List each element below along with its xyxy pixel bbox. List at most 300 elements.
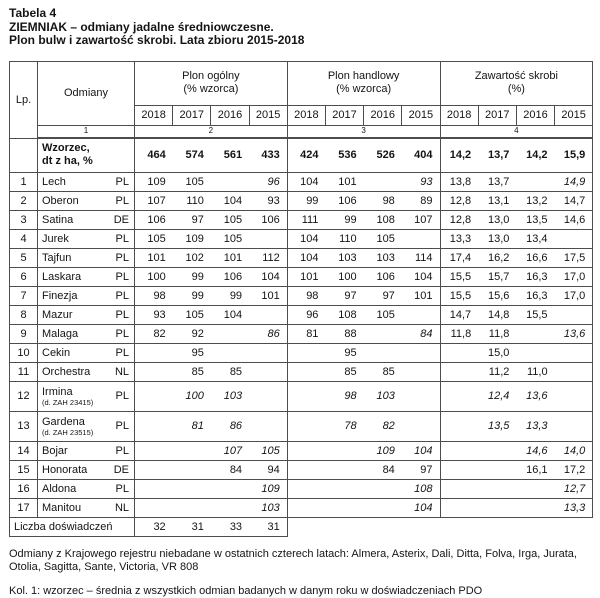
table-row [10,210,593,229]
value-cell: 14,9 [555,172,593,191]
value-cell: 31 [249,517,287,536]
year-header: 2017 [173,105,211,125]
year-header: 2016 [364,105,402,125]
value-cell [440,441,478,460]
value-cell: 105 [173,305,211,324]
value-cell [249,305,287,324]
variety-name-line [42,483,134,495]
variety-cell [38,460,135,479]
note-untested-varieties: Odmiany z Krajowego rejestru niebadane w ostatnich czterech latach: Almera, Asterix, Dali, Ditta, Folva, Irga, Jurata, Otolia, Sagitta, Sante, Victoria, VR 808 [9,548,592,575]
country-code: PL [116,176,134,188]
value-cell [516,324,554,343]
value-cell [135,362,173,381]
value-cell: 464 [135,138,173,172]
value-cell: 99 [287,191,325,210]
value-cell: 100 [135,267,173,286]
value-cell: 14,0 [555,441,593,460]
value-cell: 103 [249,498,287,517]
value-cell: 17,0 [555,286,593,305]
value-cell [135,498,173,517]
footer-row [10,517,593,536]
group-title: Zawartość skrobi [441,70,593,83]
value-cell: 105 [135,229,173,248]
footer-label: Liczba doświadczeń [10,517,135,536]
value-cell: 93 [249,191,287,210]
value-cell: 104 [211,191,249,210]
variety-name-line [42,290,134,302]
table-row [10,479,593,498]
value-cell: 100 [173,381,211,411]
variety-name-line [42,214,134,226]
value-cell: 97 [325,286,363,305]
value-cell: 106 [135,210,173,229]
value-cell: 574 [173,138,211,172]
value-cell [402,229,440,248]
value-cell: 105 [364,229,402,248]
value-cell: 85 [173,362,211,381]
value-cell: 85 [325,362,363,381]
row-number: 2 [10,191,38,210]
value-cell: 15,9 [555,138,593,172]
group-title: Plon handlowy [288,70,440,83]
table-row [10,411,593,441]
value-cell: 15,5 [440,267,478,286]
value-cell: 17,0 [555,267,593,286]
variety-cell [38,267,135,286]
year-header: 2018 [135,105,173,125]
variety-name: Honorata [42,464,87,476]
value-cell [364,324,402,343]
value-cell: 12,7 [555,479,593,498]
table-row [10,460,593,479]
variety-name-line [42,252,134,264]
variety-name-line [42,502,134,514]
variety-name-line [42,328,134,340]
value-cell: 105 [249,441,287,460]
value-cell: 110 [325,229,363,248]
value-cell: 101 [287,267,325,286]
value-cell [173,460,211,479]
value-cell: 107 [211,441,249,460]
value-cell: 13,6 [555,324,593,343]
title-block [9,7,592,48]
row-number: 15 [10,460,38,479]
value-cell: 89 [402,191,440,210]
variety-cell [38,411,135,441]
value-cell [402,411,440,441]
value-cell: 106 [211,267,249,286]
row-number: 7 [10,286,38,305]
variety-name: Laskara [42,271,81,283]
value-cell [135,441,173,460]
value-cell: 99 [211,286,249,305]
variety-name-line [42,386,134,407]
value-cell: 86 [249,324,287,343]
value-cell: 82 [364,411,402,441]
group-subtitle: (% wzorca) [288,83,440,96]
variety-rows [10,172,593,517]
country-code: PL [116,195,134,207]
value-cell: 11,0 [516,362,554,381]
country-code: PL [116,290,134,302]
variety-name-line [42,309,134,321]
value-cell: 111 [287,210,325,229]
value-cell: 103 [364,248,402,267]
value-cell [249,411,287,441]
value-cell [440,479,478,498]
wzorzec-label: Wzorzec, dt z ha, % [38,138,135,172]
value-cell: 561 [211,138,249,172]
value-cell [287,498,325,517]
note-kol1-definition: Kol. 1: wzorzec – średnia z wszystkich odmian badanych w danym roku w doświadczeniach PDO [9,585,592,598]
value-cell: 13,7 [478,172,516,191]
value-cell [211,498,249,517]
value-cell [173,479,211,498]
value-cell: 424 [287,138,325,172]
value-cell [173,498,211,517]
value-cell [135,411,173,441]
variety-name: Cekin [42,347,70,359]
value-cell: 13,6 [516,381,554,411]
variety-name: Orchestra [42,366,90,378]
value-cell [287,460,325,479]
year-header: 2018 [440,105,478,125]
value-cell: 109 [173,229,211,248]
table-row [10,172,593,191]
value-cell: 13,1 [478,191,516,210]
value-cell: 104 [287,248,325,267]
row-number: 11 [10,362,38,381]
value-cell [478,498,516,517]
row-number: 5 [10,248,38,267]
table-row [10,324,593,343]
value-cell [287,362,325,381]
value-cell [440,460,478,479]
value-cell: 108 [364,210,402,229]
value-cell: 84 [211,460,249,479]
value-cell: 107 [135,191,173,210]
year-header: 2017 [478,105,516,125]
value-cell: 433 [249,138,287,172]
variety-name-line [42,176,134,188]
value-cell: 14,7 [440,305,478,324]
value-cell: 104 [211,305,249,324]
country-code: NL [115,366,134,378]
value-cell: 95 [325,343,363,362]
value-cell: 99 [173,267,211,286]
value-cell: 13,4 [516,229,554,248]
value-cell: 98 [287,286,325,305]
column-number-group-2: 2 [135,125,288,138]
value-cell: 12,8 [440,191,478,210]
col-group-zawartosc-skrobi [440,61,593,105]
country-code: PL [116,420,134,432]
value-cell: 109 [249,479,287,498]
variety-cell [38,479,135,498]
table-row [10,441,593,460]
year-header: 2015 [249,105,287,125]
value-cell: 98 [135,286,173,305]
value-cell: 15,5 [516,305,554,324]
variety-name: Satina [42,214,73,226]
col-group-plon-handlowy [287,61,440,105]
value-cell: 103 [211,381,249,411]
variety-former-name: (d. ZAH 23515) [42,428,93,437]
country-code: PL [116,390,134,402]
variety-name: Finezja [42,290,77,302]
value-cell [211,479,249,498]
value-cell: 98 [325,381,363,411]
variety-name-line [42,366,134,378]
variety-cell [38,324,135,343]
variety-name-line [42,195,134,207]
table-row [10,267,593,286]
value-cell [555,343,593,362]
value-cell [325,479,363,498]
value-cell: 17,5 [555,248,593,267]
variety-name: Irmina (d. ZAH 23415) [42,386,93,407]
country-code: PL [116,309,134,321]
value-cell: 13,3 [555,498,593,517]
value-cell [402,343,440,362]
value-cell: 33 [211,517,249,536]
variety-name: Aldona [42,483,76,495]
title-line-1: ZIEMNIAK – odmiany jadalne średniowczesne. [9,21,592,35]
group-subtitle: (% wzorca) [135,83,287,96]
variety-name: Jurek [42,233,69,245]
row-number: 13 [10,411,38,441]
value-cell: 107 [402,210,440,229]
value-cell: 13,5 [478,411,516,441]
row-number: 4 [10,229,38,248]
value-cell: 108 [325,305,363,324]
value-cell [555,381,593,411]
variety-name-line [42,416,134,437]
value-cell: 109 [364,441,402,460]
value-cell: 14,6 [555,210,593,229]
variety-cell [38,381,135,411]
row-number: 12 [10,381,38,411]
value-cell: 14,2 [516,138,554,172]
value-cell: 93 [135,305,173,324]
value-cell [555,411,593,441]
value-cell: 536 [325,138,363,172]
value-cell [478,479,516,498]
value-cell [555,362,593,381]
value-cell: 404 [402,138,440,172]
value-cell: 15,6 [478,286,516,305]
column-number-group-4: 4 [440,125,593,138]
value-cell: 104 [402,267,440,286]
value-cell [173,441,211,460]
value-cell: 106 [364,267,402,286]
value-cell [555,229,593,248]
variety-cell [38,362,135,381]
variety-cell [38,172,135,191]
column-number-odmiany: 1 [38,125,135,138]
table-number: Tabela 4 [9,7,592,21]
variety-cell [38,248,135,267]
value-cell [287,479,325,498]
value-cell: 78 [325,411,363,441]
variety-name-line [42,233,134,245]
group-title: Plon ogólny [135,70,287,83]
variety-name: Oberon [42,195,79,207]
value-cell: 82 [135,324,173,343]
value-cell: 526 [364,138,402,172]
country-code: NL [115,502,134,514]
value-cell [478,460,516,479]
value-cell: 96 [249,172,287,191]
value-cell [516,498,554,517]
value-cell [249,229,287,248]
value-cell [402,362,440,381]
row-number: 17 [10,498,38,517]
value-cell [440,498,478,517]
value-cell [402,381,440,411]
country-code: DE [114,214,134,226]
value-cell: 112 [249,248,287,267]
wzorzec-row [10,138,593,172]
variety-cell [38,441,135,460]
variety-name: Lech [42,176,66,188]
value-cell: 101 [135,248,173,267]
year-header: 2017 [325,105,363,125]
table-row [10,305,593,324]
table-row [10,362,593,381]
value-cell: 85 [211,362,249,381]
value-cell: 81 [287,324,325,343]
row-number: 6 [10,267,38,286]
column-number-row [10,125,593,138]
value-cell: 85 [364,362,402,381]
variety-name: Tajfun [42,252,71,264]
data-table [9,61,593,537]
value-cell: 13,3 [516,411,554,441]
variety-name-line [42,445,134,457]
variety-name: Gardena (d. ZAH 23515) [42,416,93,437]
value-cell [440,411,478,441]
value-cell: 104 [249,267,287,286]
value-cell [364,498,402,517]
value-cell: 105 [211,210,249,229]
value-cell: 95 [173,343,211,362]
value-cell [211,343,249,362]
value-cell [516,479,554,498]
value-cell: 15,0 [478,343,516,362]
country-code: PL [116,233,134,245]
value-cell: 105 [364,305,402,324]
value-cell: 97 [173,210,211,229]
year-header: 2016 [516,105,554,125]
table-row [10,381,593,411]
year-header: 2015 [555,105,593,125]
value-cell: 101 [211,248,249,267]
value-cell: 92 [173,324,211,343]
table-row [10,286,593,305]
value-cell: 81 [173,411,211,441]
col-header-odmiany: Odmiany [38,61,135,125]
title-line-2: Plon bulw i zawartość skrobi. Lata zbioru 2015-2018 [9,34,592,48]
value-cell: 13,8 [440,172,478,191]
value-cell [325,441,363,460]
variety-name-line [42,271,134,283]
value-cell: 110 [173,191,211,210]
value-cell: 104 [402,441,440,460]
col-group-plon-ogolny [135,61,288,105]
value-cell: 13,2 [516,191,554,210]
value-cell [440,381,478,411]
variety-name-line [42,347,134,359]
row-number: 3 [10,210,38,229]
value-cell: 106 [249,210,287,229]
variety-name: Malaga [42,328,78,340]
value-cell: 31 [173,517,211,536]
column-number-group-3: 3 [287,125,440,138]
value-cell [135,343,173,362]
value-cell [402,305,440,324]
value-cell: 16,3 [516,267,554,286]
country-code: PL [116,252,134,264]
value-cell [249,343,287,362]
value-cell: 17,2 [555,460,593,479]
value-cell: 16,1 [516,460,554,479]
value-cell: 102 [173,248,211,267]
value-cell [211,324,249,343]
value-cell [478,441,516,460]
value-cell: 11,8 [478,324,516,343]
table-row [10,191,593,210]
value-cell: 98 [364,191,402,210]
value-cell: 101 [402,286,440,305]
value-cell: 105 [173,172,211,191]
group-subtitle: (%) [441,83,593,96]
value-cell [516,343,554,362]
value-cell: 15,5 [440,286,478,305]
value-cell [516,172,554,191]
value-cell: 104 [402,498,440,517]
value-cell: 14,6 [516,441,554,460]
value-cell: 13,5 [516,210,554,229]
notes-block [9,548,592,598]
value-cell: 11,8 [440,324,478,343]
variety-cell [38,210,135,229]
value-cell: 86 [211,411,249,441]
value-cell: 84 [364,460,402,479]
value-cell [135,381,173,411]
row-number [10,138,38,172]
value-cell: 97 [402,460,440,479]
variety-cell [38,343,135,362]
value-cell: 105 [211,229,249,248]
country-code: PL [116,445,134,457]
value-cell: 108 [402,479,440,498]
value-cell: 12,4 [478,381,516,411]
row-number: 10 [10,343,38,362]
variety-cell [38,286,135,305]
value-cell: 100 [325,267,363,286]
value-cell: 99 [173,286,211,305]
variety-cell [38,305,135,324]
value-cell: 99 [325,210,363,229]
table-row [10,248,593,267]
value-cell: 11,2 [478,362,516,381]
value-cell: 16,3 [516,286,554,305]
country-code: PL [116,328,134,340]
table-row [10,498,593,517]
row-number: 16 [10,479,38,498]
value-cell: 12,8 [440,210,478,229]
